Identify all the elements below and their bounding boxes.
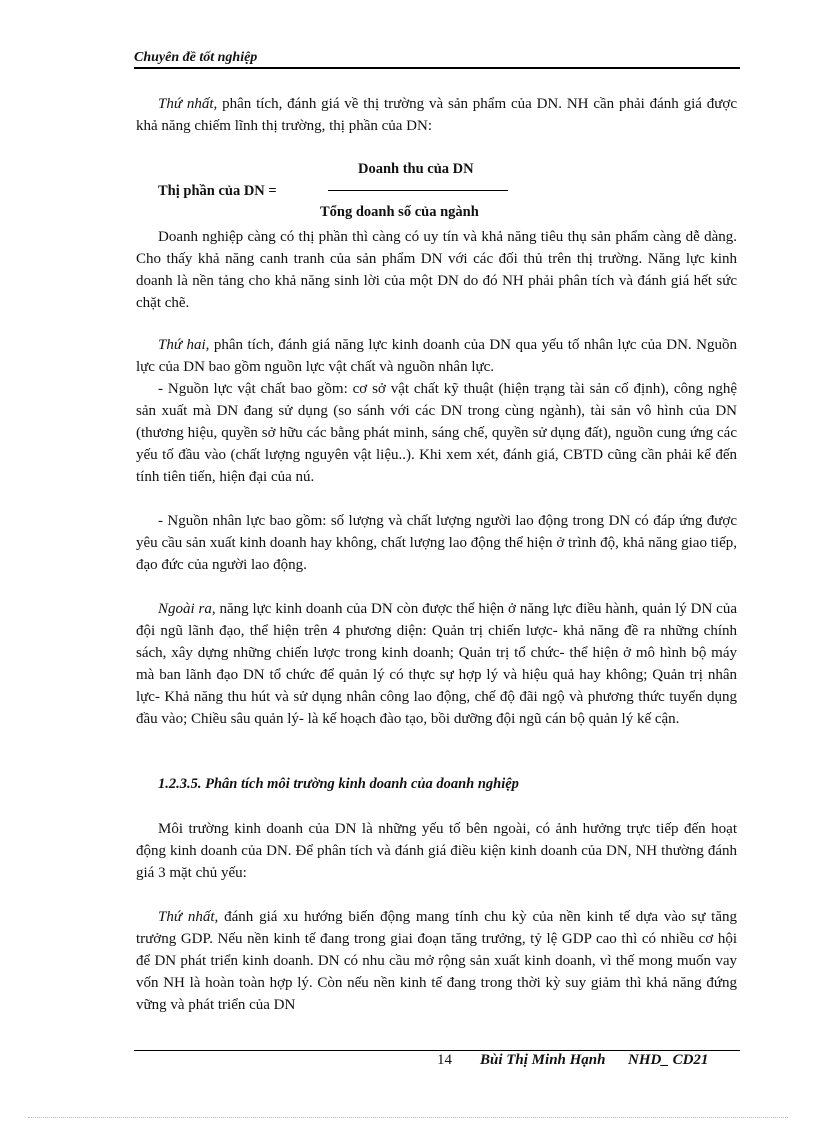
lead-second: Thứ hai,: [158, 337, 210, 353]
paragraph-business-capacity: [136, 334, 737, 378]
formula-denominator: Tổng doanh số của ngành: [320, 204, 479, 220]
paragraph-management: [136, 598, 737, 730]
lead-besides: Ngoài ra,: [158, 601, 216, 617]
section-heading: 1.2.3.5. Phân tích môi trường kinh doanh của doanh nghiệp: [158, 776, 519, 792]
lead-first-env: Thứ nhất,: [158, 909, 219, 925]
lead-first: Thứ nhất,: [158, 96, 218, 112]
page-bottom-border: [28, 1117, 788, 1118]
paragraph-market-analysis: [136, 93, 737, 137]
formula-numerator: Doanh thu của DN: [358, 161, 474, 177]
paragraph-text: phân tích, đánh giá năng lực kinh doanh của DN qua yếu tố nhân lực của DN. Nguồn lực của DN bao gồm nguồn lực vật chất và nguồn nhân lực.: [136, 337, 737, 375]
paragraph-economic-cycle: [136, 906, 737, 1016]
footer-code: NHD_ CD21: [628, 1052, 709, 1068]
paragraph-market-share: Doanh nghiệp càng có thị phần thì càng có uy tín và khả năng tiêu thụ sản phẩm càng dễ dàng. Cho thấy khả năng canh tranh của sản phẩm DN với các đối thủ trên thị trường. Năng lực kinh doanh là nền tảng cho khả năng sinh lời của một DN do đó NH phải phân tích và đánh giá hết sức chặt chẽ.: [136, 229, 737, 311]
paragraph-text: năng lực kinh doanh của DN còn được thể hiện ở năng lực điều hành, quản lý DN của đội ngũ lãnh đạo, thể hiện trên 4 phương diện: Quản trị chiến lược- khả năng đề ra những chính sách, xây dựng những chiến lược trong kinh doanh; Quản trị tổ chức- thể hiện ở mô hình bộ máy mà ban lãnh đạo DN tổ chức để quản lý có thực sự hợp lý và hiệu quả hay không; Quản trị nhân lực- Khả năng thu hút và sử dụng nhân công lao động, chế độ đãi ngộ và phương thức tuyển dụng đầu vào; Chiều sâu quản lý- là kế hoạch đào tạo, bồi dưỡng đội ngũ cán bộ quản lý kế cận.: [136, 601, 737, 727]
paragraph-human-resources: - Nguồn nhân lực bao gồm: số lượng và chất lượng người lao động trong DN có đáp ứng được yêu cầu sản xuất kinh doanh hay không, chất lượng lao động thể hiện ở trình độ, khả năng giao tiếp, đạo đức của người lao động.: [136, 513, 737, 573]
header-rule: [134, 67, 740, 69]
paragraph-text: đánh giá xu hướng biến động mang tính chu kỳ của nền kinh tế dựa vào sự tăng trưởng GDP. Nếu nền kinh tế đang trong giai đoạn tăng trưởng, tỷ lệ GDP cao thì có nhiều cơ hội để DN phát triển kinh doanh. DN có nhu cầu mở rộng sản xuất kinh doanh, vì thế mong muốn vay vốn NH là hoàn toàn hợp lý. Còn nếu nền kinh tế đang trong thời kỳ suy giảm thì khả năng đứng vững và phát triển của DN: [136, 909, 737, 1013]
formula-label: Thị phần của DN =: [158, 183, 277, 199]
paragraph-environment: Môi trường kinh doanh của DN là những yếu tố bên ngoài, có ảnh hưởng trực tiếp đến hoạt động kinh doanh của DN. Để phân tích và đánh giá điều kiện kinh doanh của DN, NH thường đánh giá 3 mặt chủ yếu:: [136, 821, 737, 881]
paragraph-material-resources: - Nguồn lực vật chất bao gồm: cơ sở vật chất kỹ thuật (hiện trạng tài sản cố định), công nghệ sản xuất mà DN đang sử dụng (so sánh với các DN trong cùng ngành), tài sản vô hình của DN (thương hiệu, quyền sở hữu các bằng phát minh, sáng chế, quyền sử dụng đất), nguồn cung ứng các yếu tố đầu vào (chất lượng nguyên vật liệu..). Khi xem xét, đánh giá, CBTD cũng cần phải kể đến tính tiên tiến, hiện đại của nú.: [136, 381, 737, 485]
fraction-line: [328, 190, 508, 191]
footer-rule: [134, 1050, 740, 1051]
header-title: Chuyên đề tốt nghiệp: [134, 50, 258, 65]
page-number: 14: [437, 1052, 452, 1068]
footer-author: Bùi Thị Minh Hạnh: [480, 1052, 606, 1068]
paragraph-text: phân tích, đánh giá về thị trường và sản phẩm của DN. NH cần phải đánh giá được khả năng chiếm lĩnh thị trường, thị phần của DN:: [136, 96, 737, 134]
